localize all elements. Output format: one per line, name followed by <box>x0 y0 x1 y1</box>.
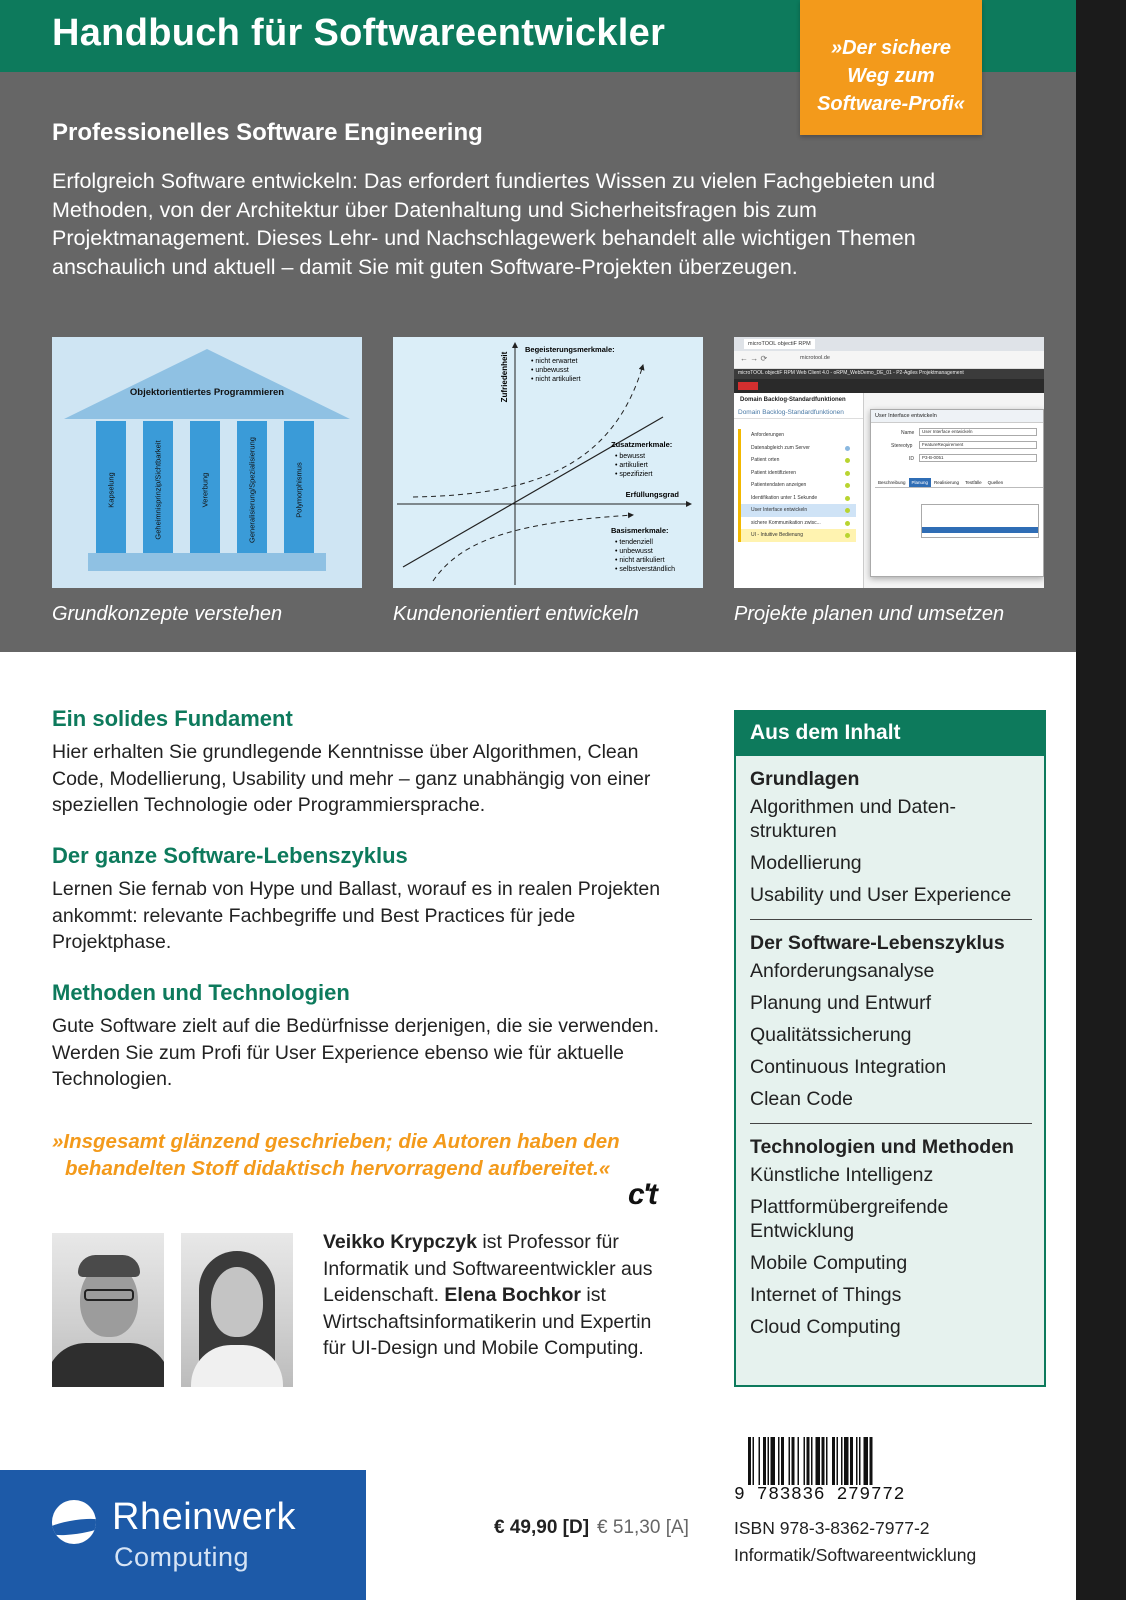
badge-line: Software-Profi« <box>817 93 965 115</box>
dialog-tabs <box>875 478 1043 488</box>
contents-group-title: Technologien und Methoden <box>750 1136 1014 1158</box>
excitement-item: • nicht artikuliert <box>531 376 581 383</box>
barcode-bar <box>771 1437 776 1489</box>
glasses-icon <box>84 1289 134 1301</box>
barcode-bar <box>856 1437 858 1489</box>
contents-group <box>736 932 1044 1111</box>
figure-caption: Grundkonzepte verstehen <box>52 603 283 625</box>
section-heading: Der ganze Software-Lebenszyklus <box>52 843 408 868</box>
publisher-imprint: Computing <box>114 1542 250 1572</box>
price-germany: € 49,90 [D] <box>494 1517 590 1538</box>
contents-item: Clean Code <box>750 1088 853 1110</box>
barcode-bar <box>759 1437 761 1489</box>
excitement-item: • nicht erwartet <box>531 358 578 365</box>
tool-screenshot-figure <box>734 337 1044 588</box>
barcode-bar <box>753 1437 755 1489</box>
dialog-tab: Testfälle <box>965 480 982 485</box>
figure-caption: Projekte planen und umsetzen <box>734 603 1005 625</box>
contents-group <box>736 1136 1044 1339</box>
app-toolbar <box>734 379 1044 393</box>
ct-magazine-logo: c't <box>628 1178 656 1211</box>
barcode-bar <box>792 1437 795 1489</box>
basic-item: • unbewusst <box>615 548 653 555</box>
book-title: Handbuch für Softwareentwickler <box>52 12 666 54</box>
contents-item: Continuous Integration <box>750 1056 947 1078</box>
oop-temple-figure <box>52 337 362 588</box>
barcode-bar <box>822 1437 825 1489</box>
author-text: ist Professor für Informatik und Softwareentwickler aus Leidenschaft. <box>323 1231 653 1306</box>
backlog-row: Datenabgleich zum Server <box>741 442 856 455</box>
barcode-bar <box>870 1437 873 1489</box>
author-photo-krypczyk <box>52 1233 164 1387</box>
badge-line: Weg zum <box>847 65 935 87</box>
backlog-panel <box>734 393 864 588</box>
contents-item: Plattformübergreifende Entwicklung <box>750 1196 949 1242</box>
browser-tab: microTOOL objectiF RPM <box>744 339 815 349</box>
app-title-bar: microTOOL objectiF RPM Web Client 4.0 - oRPM_WebDemo_DE_01 - P2-Agiles Projektmanagement <box>734 369 1044 379</box>
contents-item: Cloud Computing <box>750 1316 901 1338</box>
backlog-panel-subtitle: Domain Backlog-Standardfunktionen <box>734 407 863 419</box>
dialog-tab: Realisierung <box>934 480 960 485</box>
basic-item: • selbstverständlich <box>615 566 676 573</box>
browser-url: microtool.de <box>800 355 830 361</box>
isbn-number: ISBN 978-3-8362-7977-2 <box>734 1518 930 1538</box>
contents-title: Aus dem Inhalt <box>736 712 1044 756</box>
contents-item: Künstliche Intelligenz <box>750 1164 934 1186</box>
contents-item: Qualitätssicherung <box>750 1024 912 1046</box>
book-spine <box>1076 0 1126 1600</box>
barcode-bar <box>850 1437 853 1489</box>
barcode-bar <box>864 1437 869 1489</box>
temple-roof-label: Objektorientiertes Programmieren <box>129 387 285 398</box>
temple-column: Generalisierung/Spezialisierung <box>237 421 267 559</box>
barcode-bar <box>798 1437 800 1489</box>
barcode-bar <box>832 1437 835 1489</box>
book-subtitle: Professionelles Software Engineering <box>52 119 483 146</box>
excitement-curve <box>413 365 646 497</box>
price-austria: € 51,30 [A] <box>597 1517 689 1538</box>
backlog-row: Identifikation unter 1 Sekunde <box>741 492 856 505</box>
browser-nav-icons: ← → ⟳ <box>740 354 768 363</box>
x-axis-label: Erfüllungsgrad <box>625 490 679 499</box>
performance-title: Zusatzmerkmale: <box>611 440 673 449</box>
temple-column: Vererbung <box>190 421 220 559</box>
performance-item: • artikuliert <box>615 462 648 469</box>
app-toolbar-icon <box>738 382 758 390</box>
performance-item: • bewusst <box>615 453 646 460</box>
barcode-bar <box>841 1437 843 1489</box>
contents-item: Anforderungsanalyse <box>750 960 935 982</box>
contents-group-title: Grundlagen <box>750 768 860 790</box>
excitement-title: Begeisterungsmerkmale: <box>525 345 615 354</box>
contents-item: Usability und User Experience <box>750 884 1012 906</box>
contents-divider <box>750 919 1032 920</box>
stereotype-field: FeatureRequirement <box>919 441 1037 449</box>
barcode-bar <box>816 1437 821 1489</box>
basic-item: • tendenziell <box>615 539 653 546</box>
contents-group <box>736 768 1044 907</box>
kano-diagram <box>393 337 703 588</box>
basic-curve <box>433 515 633 581</box>
contents-group-title: Der Software-Lebenszyklus <box>750 932 1005 954</box>
dropdown-selection <box>922 527 1038 533</box>
contents-item: Modellierung <box>750 852 862 874</box>
planning-dropdown <box>921 504 1039 538</box>
temple-column: Geheimnisprinzip/Sichtbarkeit <box>143 421 173 559</box>
barcode-bar <box>807 1437 810 1489</box>
barcode-bar <box>844 1437 849 1489</box>
figure-caption: Kundenorientiert entwickeln <box>393 603 639 625</box>
book-category: Informatik/Softwareentwicklung <box>734 1545 977 1565</box>
contents-item: Algorithmen und Daten- strukturen <box>750 796 956 842</box>
quote-line: behandelten Stoff didaktisch hervorragend aufbereitet.« <box>65 1157 611 1180</box>
section-heading: Ein solides Fundament <box>52 706 293 731</box>
basic-item: • nicht artikuliert <box>615 557 665 564</box>
basic-title: Basismerkmale: <box>611 526 669 535</box>
browser-address-bar <box>734 351 1044 369</box>
barcode-bar <box>748 1437 751 1489</box>
barcode-bar <box>811 1437 813 1489</box>
barcode-bar <box>804 1437 806 1489</box>
backlog-row: Patient orten <box>741 454 856 467</box>
quote-line: »Insgesamt glänzend geschrieben; die Autoren haben den <box>52 1130 620 1153</box>
excitement-item: • unbewusst <box>531 367 569 374</box>
publisher-name: Rheinwerk <box>112 1496 297 1538</box>
backlog-row: Anforderungen <box>751 432 785 438</box>
price <box>494 1517 689 1539</box>
backlog-row: User Interface entwickeln <box>741 504 856 517</box>
section-text: Hier erhalten Sie grundlegende Kenntnisse über Algorithmen, Clean Code, Modellierung, Usability und mehr – ganz unabhängig von einer speziellen Technologie oder Programmiersprache. <box>52 741 651 816</box>
barcode-bar <box>778 1437 780 1489</box>
barcode-digits: 9 783836 279772 <box>734 1485 906 1505</box>
rheinwerk-logo-icon <box>52 1500 96 1544</box>
author-name: Elena Bochkor <box>444 1284 581 1306</box>
barcode-bar <box>781 1437 784 1489</box>
barcode-bar <box>763 1437 766 1489</box>
field-label: Stereotyp <box>891 443 913 449</box>
author-photo-bochkor <box>181 1233 293 1387</box>
backlog-row: Patientendaten anzeigen <box>741 479 856 492</box>
contents-divider <box>750 1123 1032 1124</box>
section-text: Gute Software zielt auf die Bedürfnisse derjenigen, die sie verwenden. Werden Sie zum Profi für User Experience ebenso wie für aktuelle Technologien. <box>52 1015 660 1090</box>
id-field: P3-B-0051 <box>919 454 1037 462</box>
performance-item: • spezifiziert <box>615 471 653 478</box>
barcode-bar <box>826 1437 828 1489</box>
barcode-bar <box>859 1437 861 1489</box>
name-field: User Interface entwickeln <box>919 428 1037 436</box>
dialog-tab: Beschreibung <box>878 480 906 485</box>
temple-column: Kapselung <box>96 421 126 559</box>
dialog-title: User Interface entwickeln <box>871 410 1043 423</box>
author-name: Veikko Krypczyk <box>323 1231 477 1253</box>
section-heading: Methoden und Technologien <box>52 980 350 1005</box>
promo-badge <box>800 0 982 135</box>
publisher-block <box>0 1470 366 1600</box>
field-label: ID <box>909 456 914 462</box>
review-quote <box>52 1128 652 1182</box>
badge-line: »Der sichere <box>830 37 952 59</box>
author-bio <box>323 1229 678 1362</box>
contents-item: Internet of Things <box>750 1284 902 1306</box>
intro-text: Erfolgreich Software entwickeln: Das erfordert fundiertes Wissen zu vielen Fachgebieten und Methoden, von der Architektur über Datenhaltung und Sicherheitsfragen bis zum Projektmanagement. Dieses Lehr- und Nachschlagewerk behandelt alle wichtigen Themen anschaulich und aktuell – damit Sie mit guten Software-Projekten überzeugen. <box>52 169 936 279</box>
barcode-bar <box>768 1437 770 1489</box>
temple-roof <box>64 349 350 419</box>
backlog-panel-title: Domain Backlog-Standardfunktionen <box>740 397 846 403</box>
field-label: Name <box>901 430 915 436</box>
backlog-list <box>738 429 856 542</box>
backlog-row: Patient identifizieren <box>741 467 856 480</box>
section-text: Lernen Sie fernab von Hype und Ballast, worauf es in realen Projekten ankommt: relevante Fachbegriffe und Best Practices für jede Projektphase. <box>52 878 661 953</box>
backlog-row: UI - Intuitive Bedienung <box>741 529 856 542</box>
y-axis-label: Zufriedenheit <box>500 351 509 403</box>
backlog-row: sichere Kommunikation zwisc... <box>741 517 856 530</box>
browser-tab-bar <box>734 337 1044 351</box>
barcode-bar <box>837 1437 839 1489</box>
kano-diagram-figure <box>393 337 703 588</box>
temple-base <box>88 553 326 571</box>
barcode-bar <box>789 1437 791 1489</box>
contents-item: Mobile Computing <box>750 1252 908 1274</box>
dialog-tab: Quellen <box>987 480 1004 485</box>
dialog-tab: Planung <box>909 478 932 487</box>
temple-column: Polymorphismus <box>284 421 314 559</box>
contents-item: Planung und Entwurf <box>750 992 932 1014</box>
author-text: ist Wirtschaftsinformatikerin und Expertin für UI-Design und Mobile Computing. <box>323 1284 652 1359</box>
requirement-dialog <box>870 409 1044 577</box>
contents-box <box>734 710 1046 1387</box>
